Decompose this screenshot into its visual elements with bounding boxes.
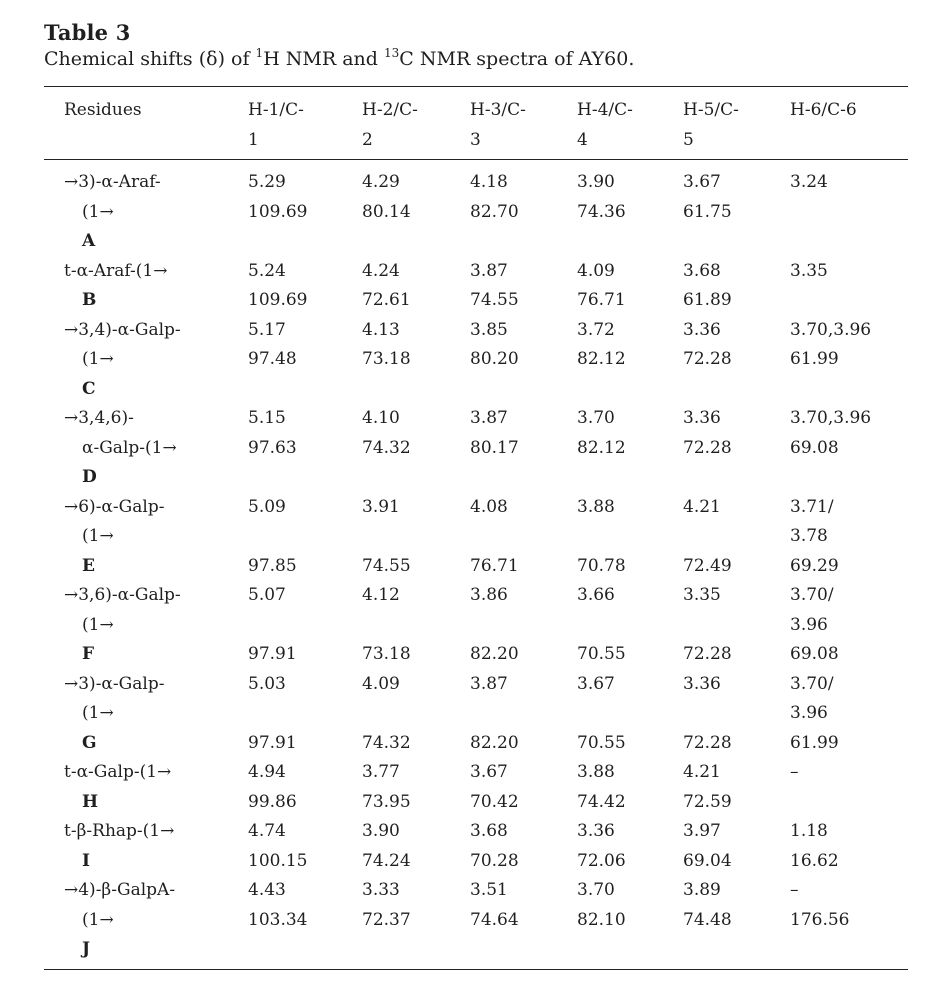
- shift-cell: [248, 404, 297, 463]
- shift-cell: [248, 670, 297, 759]
- shift-value: 3.87: [470, 408, 508, 428]
- header-cell: [683, 96, 739, 155]
- shift-value: 3.88: [577, 762, 615, 782]
- shift-value: –: [790, 880, 799, 900]
- shift-cell: [683, 758, 732, 817]
- residue-name: (1→: [82, 349, 114, 369]
- shift-value: 4.13: [362, 319, 400, 340]
- shift-value: 73.95: [362, 791, 411, 812]
- shift-value: [790, 788, 799, 818]
- shift-cell: [683, 581, 732, 670]
- table-row: [0, 168, 926, 257]
- residue-cell: [64, 316, 181, 405]
- shift-cell: [248, 876, 307, 935]
- shift-value: 3.85: [470, 319, 508, 340]
- shift-value: 80.17: [470, 437, 519, 458]
- shift-cell: [577, 817, 626, 876]
- shift-value: 73.18: [362, 349, 411, 369]
- shift-cell: [577, 493, 626, 582]
- shift-value: 72.28: [683, 644, 732, 664]
- residue-cell: [64, 758, 171, 817]
- shift-value: 72.28: [683, 349, 732, 369]
- shift-cell: [577, 168, 626, 227]
- shift-value: 74.36: [577, 201, 626, 222]
- shift-value: 69.04: [683, 850, 732, 871]
- table-row: [0, 817, 926, 876]
- shift-cell: [577, 581, 626, 670]
- shift-value: 3.35: [790, 260, 828, 281]
- shift-value: [248, 699, 297, 729]
- residue-code: H: [82, 791, 99, 812]
- shift-value: 3.71/: [790, 496, 834, 517]
- shift-cell: [248, 316, 297, 375]
- shift-cell: [470, 316, 519, 375]
- shift-value: 72.59: [683, 791, 732, 812]
- shift-cell: [790, 316, 871, 375]
- shift-value: 4.43: [248, 880, 286, 900]
- shift-cell: [683, 404, 732, 463]
- residue-cell: [64, 581, 181, 670]
- shift-value: 70.55: [577, 732, 626, 753]
- shift-value: 3.33: [362, 880, 400, 900]
- residue-name: α-Galp-(1→: [82, 437, 177, 458]
- shift-value: 3.86: [470, 585, 508, 605]
- shift-cell: [683, 316, 732, 375]
- shift-value: 4.08: [470, 496, 508, 517]
- header-cell: [790, 96, 857, 155]
- shift-value: 3.66: [577, 585, 615, 605]
- residue-name: t-α-Galp-(1→: [64, 762, 172, 782]
- shift-value: 3.89: [683, 880, 721, 900]
- header-cell: [362, 96, 418, 155]
- shift-cell: [683, 670, 732, 759]
- header-text: H-5/C-: [683, 100, 739, 120]
- shift-value: 97.48: [248, 349, 297, 369]
- shift-cell: [362, 257, 411, 316]
- shift-value: 70.55: [577, 644, 626, 664]
- shift-cell: [790, 817, 839, 876]
- shift-value: [683, 522, 732, 552]
- shift-value: 1.18: [790, 821, 828, 841]
- shift-value: 3.70,3.96: [790, 319, 872, 340]
- shift-cell: [790, 168, 828, 227]
- shift-value: 3.97: [683, 821, 721, 841]
- shift-value: 4.94: [248, 762, 286, 782]
- shift-value: 3.88: [577, 496, 615, 517]
- residue-code: B: [82, 290, 97, 310]
- shift-value: 74.48: [683, 909, 732, 930]
- shift-value: 80.20: [470, 349, 519, 369]
- shift-value: 4.24: [362, 260, 400, 281]
- shift-value: 3.70: [577, 880, 615, 900]
- shift-value: 3.67: [470, 762, 508, 782]
- shift-value: 5.29: [248, 172, 286, 192]
- shift-cell: [248, 581, 297, 670]
- shift-cell: [790, 876, 849, 935]
- shift-cell: [362, 758, 411, 817]
- shift-value: 4.10: [362, 408, 400, 428]
- shift-cell: [362, 876, 411, 935]
- shift-value: [470, 522, 519, 552]
- shift-value: 97.63: [248, 437, 297, 458]
- residue-name: →3,6)-α-Galp-: [64, 585, 181, 605]
- shift-value: [790, 286, 828, 316]
- shift-value: 72.37: [362, 909, 411, 930]
- shift-value: 3.72: [577, 319, 615, 340]
- shift-value: 74.55: [362, 555, 411, 576]
- shift-cell: [470, 493, 519, 582]
- shift-cell: [577, 404, 626, 463]
- shift-value: 4.18: [470, 172, 508, 192]
- shift-cell: [577, 316, 626, 375]
- shift-cell: [362, 316, 411, 375]
- shift-cell: [362, 581, 411, 670]
- shift-value: –: [790, 762, 799, 782]
- shift-value: 3.68: [683, 260, 721, 281]
- shift-cell: [683, 493, 732, 582]
- shift-value: 100.15: [248, 850, 308, 871]
- residue-name: →3)-α-Araf-: [64, 172, 161, 192]
- residue-code: E: [82, 555, 95, 576]
- shift-cell: [470, 404, 519, 463]
- shift-value: 16.62: [790, 850, 839, 871]
- residue-name: (1→: [82, 526, 114, 546]
- shift-value: 69.08: [790, 437, 839, 458]
- header-text: 4: [577, 129, 588, 150]
- table-title: Table 3: [44, 20, 131, 45]
- shift-value: 99.86: [248, 791, 297, 812]
- shift-value: 3.35: [683, 585, 721, 605]
- table-row: [0, 581, 926, 670]
- shift-cell: [470, 758, 519, 817]
- residue-name: →6)-α-Galp-: [64, 496, 165, 517]
- shift-value: 3.51: [470, 880, 508, 900]
- shift-value: 4.74: [248, 821, 286, 841]
- residue-name: t-β-Rhap-(1→: [64, 821, 175, 841]
- shift-value: [362, 522, 411, 552]
- shift-cell: [248, 168, 307, 227]
- table-row: [0, 316, 926, 405]
- shift-value: 69.29: [790, 555, 839, 576]
- header-text: 2: [362, 129, 373, 150]
- header-cell: [64, 96, 142, 155]
- residue-name: →4)-β-GalpA-: [64, 880, 176, 900]
- shift-value: 97.91: [248, 732, 297, 753]
- residue-name: (1→: [82, 703, 114, 723]
- table-row: [0, 758, 926, 817]
- header-text: H-6/C-6: [790, 100, 857, 120]
- shift-value: 3.96: [790, 614, 828, 635]
- shift-value: 82.20: [470, 644, 519, 664]
- shift-value: 3.70: [577, 408, 615, 428]
- shift-value: 4.21: [683, 496, 721, 517]
- header-text: 5: [683, 129, 694, 150]
- residue-cell: [64, 670, 164, 759]
- residue-name: (1→: [82, 909, 114, 930]
- header-text: Residues: [64, 100, 142, 120]
- caption-text-2: H NMR and: [263, 48, 384, 70]
- shift-value: 3.70,3.96: [790, 408, 872, 428]
- shift-value: 97.85: [248, 555, 297, 576]
- table-header-rule: [44, 159, 908, 160]
- residue-code: F: [82, 644, 95, 664]
- shift-value: 73.18: [362, 644, 411, 664]
- shift-value: 3.36: [683, 408, 721, 428]
- shift-value: 3.24: [790, 172, 828, 192]
- shift-value: 82.20: [470, 732, 519, 753]
- shift-cell: [470, 670, 519, 759]
- shift-value: 74.42: [577, 791, 626, 812]
- shift-cell: [577, 257, 626, 316]
- shift-cell: [577, 758, 626, 817]
- shift-value: 3.70/: [790, 585, 834, 605]
- shift-value: 3.87: [470, 673, 508, 694]
- table-row: [0, 670, 926, 759]
- shift-value: 176.56: [790, 909, 850, 930]
- shift-value: 72.49: [683, 555, 732, 576]
- shift-value: 82.12: [577, 349, 626, 369]
- shift-value: 3.70/: [790, 673, 834, 694]
- residue-cell: [64, 493, 164, 582]
- table-row: [0, 257, 926, 316]
- shift-value: [577, 522, 626, 552]
- shift-value: 61.89: [683, 290, 732, 310]
- residue-cell: [64, 817, 174, 876]
- shift-value: 70.78: [577, 555, 626, 576]
- residue-code: I: [82, 850, 90, 871]
- header-text: [790, 126, 857, 156]
- header-text: H-4/C-: [577, 100, 633, 120]
- residue-name: →3,4,6)-: [64, 408, 134, 428]
- shift-cell: [470, 168, 519, 227]
- shift-cell: [683, 876, 732, 935]
- shift-value: 3.67: [577, 673, 615, 694]
- shift-value: [683, 611, 732, 641]
- shift-value: 5.09: [248, 496, 286, 517]
- shift-value: 5.03: [248, 673, 286, 694]
- shift-value: 76.71: [577, 290, 626, 310]
- shift-value: 3.36: [577, 821, 615, 841]
- shift-value: 72.61: [362, 290, 411, 310]
- header-cell: [470, 96, 526, 155]
- shift-cell: [248, 493, 297, 582]
- shift-cell: [790, 257, 828, 316]
- shift-cell: [683, 817, 732, 876]
- residue-name: t-α-Araf-(1→: [64, 260, 168, 281]
- shift-cell: [362, 670, 411, 759]
- shift-value: 3.90: [577, 172, 615, 192]
- residue-name: (1→: [82, 201, 114, 222]
- shift-value: 3.91: [362, 496, 400, 517]
- shift-value: [470, 699, 519, 729]
- header-text: 3: [470, 129, 481, 150]
- shift-value: 4.09: [577, 260, 615, 281]
- shift-value: 3.36: [683, 673, 721, 694]
- shift-value: 5.15: [248, 408, 286, 428]
- shift-value: 82.70: [470, 201, 519, 222]
- shift-cell: [470, 257, 519, 316]
- shift-value: 4.09: [362, 673, 400, 694]
- residue-cell: [64, 876, 175, 965]
- shift-value: 3.36: [683, 319, 721, 340]
- shift-value: 109.69: [248, 201, 308, 222]
- table-caption: [44, 48, 634, 70]
- shift-value: 3.96: [790, 703, 828, 723]
- shift-value: 109.69: [248, 290, 308, 310]
- shift-cell: [362, 404, 411, 463]
- shift-cell: [790, 758, 799, 817]
- shift-value: 82.12: [577, 437, 626, 458]
- shift-value: 5.17: [248, 319, 286, 340]
- shift-value: [362, 611, 411, 641]
- table-top-rule: [44, 86, 908, 87]
- shift-value: 4.12: [362, 585, 400, 605]
- shift-value: 74.24: [362, 850, 411, 871]
- shift-value: 61.75: [683, 201, 732, 222]
- shift-value: [470, 611, 519, 641]
- shift-value: 69.08: [790, 644, 839, 664]
- header-cell: [248, 96, 304, 155]
- shift-value: 70.42: [470, 791, 519, 812]
- shift-value: 72.28: [683, 732, 732, 753]
- residue-code: C: [82, 378, 96, 399]
- shift-value: 3.68: [470, 821, 508, 841]
- residue-cell: [64, 404, 177, 493]
- residue-code: G: [82, 732, 97, 753]
- header-text: 1: [248, 129, 259, 150]
- shift-value: 3.77: [362, 762, 400, 782]
- residue-name: →3)-α-Galp-: [64, 673, 165, 694]
- shift-cell: [362, 168, 411, 227]
- shift-cell: [577, 670, 626, 759]
- shift-value: 4.21: [683, 762, 721, 782]
- header-cell: [577, 96, 633, 155]
- shift-cell: [248, 817, 307, 876]
- shift-cell: [470, 876, 519, 935]
- shift-cell: [248, 257, 307, 316]
- shift-value: 3.67: [683, 172, 721, 192]
- shift-cell: [362, 493, 411, 582]
- residue-code: J: [82, 939, 91, 959]
- shift-value: 74.55: [470, 290, 519, 310]
- table-bottom-rule: [44, 969, 908, 970]
- shift-value: 72.28: [683, 437, 732, 458]
- shift-value: 80.14: [362, 201, 411, 222]
- caption-superscript-2: 13: [384, 46, 400, 60]
- caption-superscript-1: 1: [255, 46, 264, 60]
- shift-cell: [470, 817, 519, 876]
- header-text: H-2/C-: [362, 100, 418, 120]
- shift-value: 76.71: [470, 555, 519, 576]
- shift-cell: [683, 257, 732, 316]
- residue-name: (1→: [82, 614, 114, 635]
- shift-value: 3.78: [790, 526, 828, 546]
- shift-value: 70.28: [470, 850, 519, 871]
- header-text: H-3/C-: [470, 100, 526, 120]
- shift-cell: [470, 581, 519, 670]
- shift-value: 72.06: [577, 850, 626, 871]
- shift-value: [577, 699, 626, 729]
- shift-value: 82.10: [577, 909, 626, 930]
- shift-value: 74.64: [470, 909, 519, 930]
- shift-value: [577, 611, 626, 641]
- header-text: [64, 126, 142, 156]
- residue-cell: [64, 168, 161, 257]
- shift-value: [248, 522, 297, 552]
- shift-value: 74.32: [362, 437, 411, 458]
- shift-value: 3.87: [470, 260, 508, 281]
- caption-text-3: C NMR spectra of AY60.: [399, 48, 635, 70]
- shift-cell: [790, 493, 839, 582]
- shift-cell: [790, 581, 839, 670]
- residue-code: D: [82, 467, 97, 487]
- residue-cell: [64, 257, 167, 316]
- shift-value: 103.34: [248, 909, 308, 930]
- shift-value: 3.90: [362, 821, 400, 841]
- table-row: [0, 876, 926, 965]
- caption-text-1: Chemical shifts (δ) of: [44, 48, 256, 70]
- shift-value: [790, 198, 828, 228]
- table-row: [0, 404, 926, 493]
- shift-value: 74.32: [362, 732, 411, 753]
- shift-cell: [577, 876, 626, 935]
- shift-value: [683, 699, 732, 729]
- shift-value: 4.29: [362, 172, 400, 192]
- shift-cell: [790, 404, 871, 463]
- shift-value: 5.07: [248, 585, 286, 605]
- shift-value: 5.24: [248, 260, 286, 281]
- shift-cell: [362, 817, 411, 876]
- shift-cell: [248, 758, 297, 817]
- shift-value: [362, 699, 411, 729]
- residue-code: A: [82, 231, 96, 251]
- shift-value: 61.99: [790, 349, 839, 369]
- table-row: [0, 493, 926, 582]
- header-text: H-1/C-: [248, 100, 304, 120]
- residue-name: →3,4)-α-Galp-: [64, 319, 181, 340]
- shift-cell: [683, 168, 732, 227]
- shift-cell: [790, 670, 839, 759]
- shift-value: 97.91: [248, 644, 297, 664]
- shift-value: 61.99: [790, 732, 839, 753]
- shift-value: [248, 611, 297, 641]
